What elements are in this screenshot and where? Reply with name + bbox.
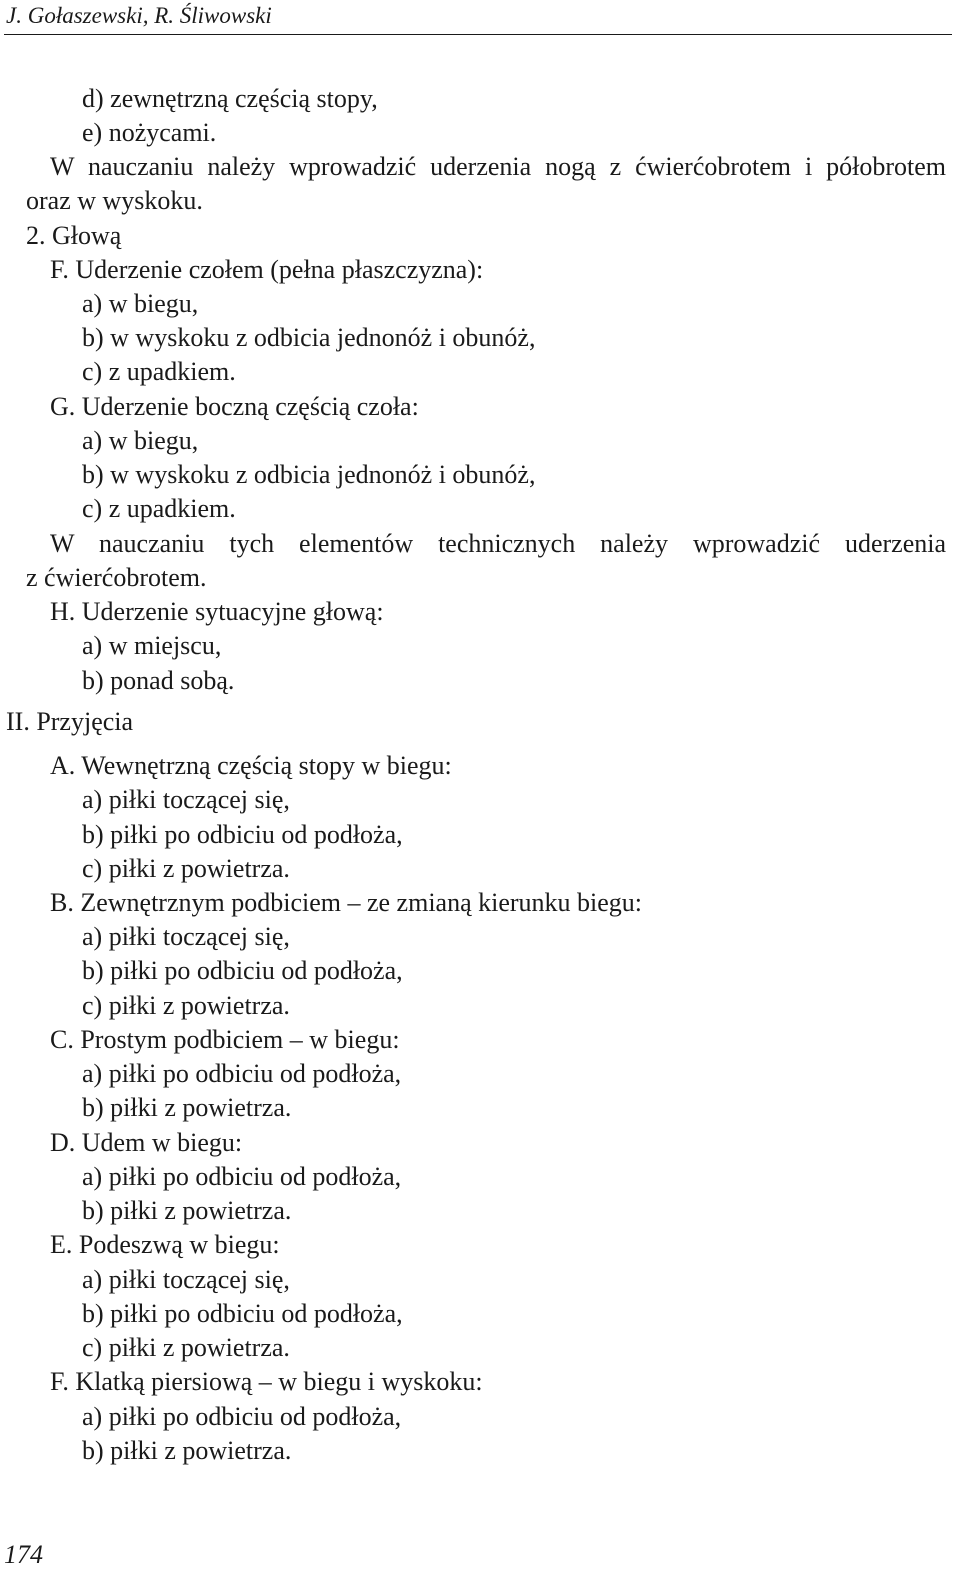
subsection-heading: A. Wewnętrzną częścią stopy w biegu: — [50, 751, 452, 780]
list-item: a) piłki toczącej się, — [82, 922, 290, 951]
paragraph-line: oraz w wyskoku. — [26, 186, 203, 215]
list-item: a) piłki po odbiciu od podłoża, — [82, 1402, 402, 1431]
list-item: a) piłki po odbiciu od podłoża, — [82, 1059, 402, 1088]
list-item: a) piłki toczącej się, — [82, 1265, 290, 1294]
list-item: c) piłki z powietrza. — [82, 854, 290, 883]
subsection-heading: B. Zewnętrznym podbiciem – ze zmianą kierunku biegu: — [50, 888, 643, 917]
subsection-heading: C. Prostym podbiciem – w biegu: — [50, 1025, 400, 1054]
subsection-heading: D. Udem w biegu: — [50, 1128, 243, 1157]
list-item: a) w biegu, — [82, 289, 199, 318]
subsection-heading: F. Uderzenie czołem (pełna płaszczyzna): — [50, 255, 484, 284]
list-item: c) piłki z powietrza. — [82, 1333, 290, 1362]
paragraph-line: W nauczaniu tych elementów technicznych należy wprowadzić uderzenia — [50, 529, 946, 558]
section-heading: 2. Głową — [26, 221, 122, 250]
list-item: b) piłki z powietrza. — [82, 1196, 292, 1225]
subsection-heading: E. Podeszwą w biegu: — [50, 1230, 280, 1259]
list-item: b) piłki z powietrza. — [82, 1093, 292, 1122]
list-item: e) nożycami. — [82, 118, 217, 147]
subsection-heading: F. Klatką piersiową – w biegu i wyskoku: — [50, 1367, 483, 1396]
list-item: c) piłki z powietrza. — [82, 991, 290, 1020]
paragraph-line: W nauczaniu należy wprowadzić uderzenia nogą z ćwierćobrotem i półobrotem — [50, 152, 946, 181]
list-item: b) piłki po odbiciu od podłoża, — [82, 956, 403, 985]
list-item: c) z upadkiem. — [82, 357, 236, 386]
header-rule — [4, 34, 952, 35]
list-item: a) piłki po odbiciu od podłoża, — [82, 1162, 402, 1191]
list-item: b) piłki z powietrza. — [82, 1436, 292, 1465]
subsection-heading: H. Uderzenie sytuacyjne głową: — [50, 597, 384, 626]
list-item: b) w wyskoku z odbicia jednonóż i obunóż, — [82, 460, 536, 489]
paragraph-line: z ćwierćobrotem. — [26, 563, 207, 592]
list-item: b) piłki po odbiciu od podłoża, — [82, 820, 403, 849]
list-item: c) z upadkiem. — [82, 494, 236, 523]
list-item: b) piłki po odbiciu od podłoża, — [82, 1299, 403, 1328]
list-item: b) ponad sobą. — [82, 666, 235, 695]
page-number: 174 — [4, 1540, 43, 1569]
running-head: J. Gołaszewski, R. Śliwowski — [6, 3, 272, 28]
list-item: a) w miejscu, — [82, 631, 222, 660]
list-item: a) w biegu, — [82, 426, 199, 455]
section-heading: II. Przyjęcia — [6, 707, 134, 736]
subsection-heading: G. Uderzenie boczną częścią czoła: — [50, 392, 419, 421]
list-item: d) zewnętrzną częścią stopy, — [82, 84, 378, 113]
list-item: a) piłki toczącej się, — [82, 785, 290, 814]
list-item: b) w wyskoku z odbicia jednonóż i obunóż, — [82, 323, 536, 352]
